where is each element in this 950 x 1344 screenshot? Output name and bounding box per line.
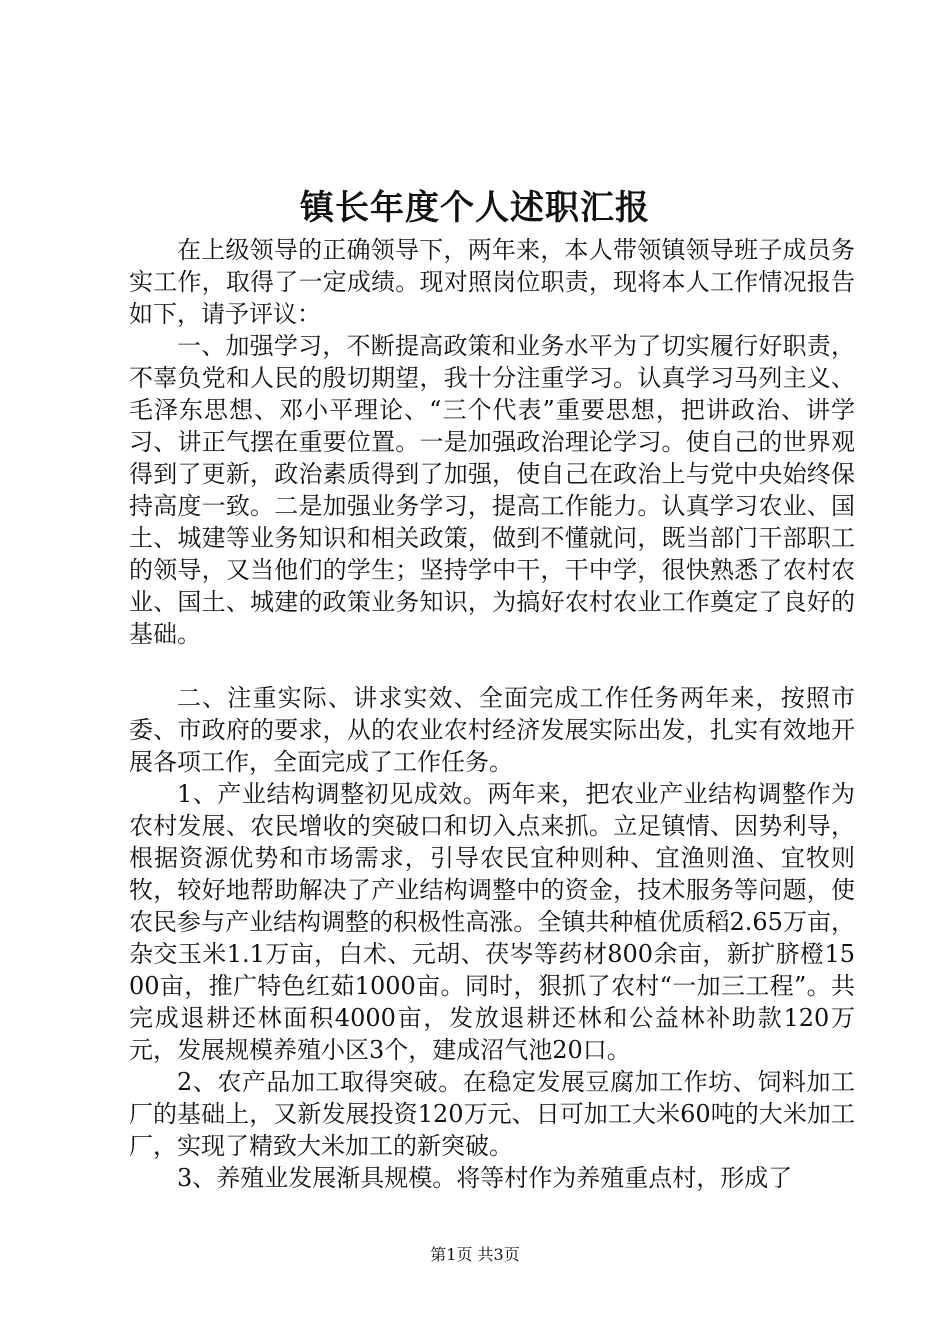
paragraph-item-1: 1、产业结构调整初见成效。两年来，把农业产业结构调整作为农村发展、农民增收的突破口和切入点来抓。立足镇情、因势利导，根据资源优势和市场需求，引导农民宜种则种、宜渔则渔、宜牧则牧，较好地帮助解决了产业结构调整中的资金，技术服务等问题，使农民参与产业结构调整的积极性高涨。全镇共种植优质稻2.65万亩，杂交玉米1.1万亩，白术、元胡、茯岑等药材800余亩，新扩脐橙1500亩，推广特色红茹1000亩。同时，狠抓了农村“一加三工程”。共完成退耕还林面积4000亩，发放退耕还林和公益林补助款120万元，发展规模养殖小区3个，建成沼气池20口。 (129, 780, 855, 1064)
page-footer: 第1页 共3页 (430, 1245, 520, 1264)
paragraph-section-2: 二、注重实际、讲求实效、全面完成工作任务两年来，按照市委、市政府的要求，从的农业农村经济发展实际出发，扎实有效地开展各项工作，全面完成了工作任务。 (129, 684, 855, 776)
paragraph-item-2: 2、农产品加工取得突破。在稳定发展豆腐加工作坊、饲料加工厂的基础上，又新发展投资120万元、日可加工大米60吨的大米加工厂，实现了精致大米加工的新突破。 (129, 1068, 855, 1160)
paragraph-item-3: 3、养殖业发展渐具规模。将等村作为养殖重点村，形成了 (177, 1164, 793, 1192)
document-body (129, 234, 855, 1194)
document-title: 镇长年度个人述职汇报 (300, 188, 650, 228)
paragraph-section-1: 一、加强学习，不断提高政策和业务水平为了切实履行好职责，不辜负党和人民的殷切期望，我十分注重学习。认真学习马列主义、毛泽东思想、邓小平理论、“三个代表”重要思想，把讲政治、讲学习、讲正气摆在重要位置。一是加强政治理论学习。使自己的世界观得到了更新，政治素质得到了加强，使自己在政治上与党中央始终保持高度一致。二是加强业务学习，提高工作能力。认真学习农业、国土、城建等业务知识和相关政策，做到不懂就问，既当部门干部职工的领导，又当他们的学生；坚持学中干，干中学，很快熟悉了农村农业、国土、城建的政策业务知识，为搞好农村农业工作奠定了良好的基础。 (129, 332, 855, 648)
paragraph-intro: 在上级领导的正确领导下，两年来，本人带领镇领导班子成员务实工作，取得了一定成绩。现对照岗位职责，现将本人工作情况报告如下，请予评议： (129, 236, 855, 328)
